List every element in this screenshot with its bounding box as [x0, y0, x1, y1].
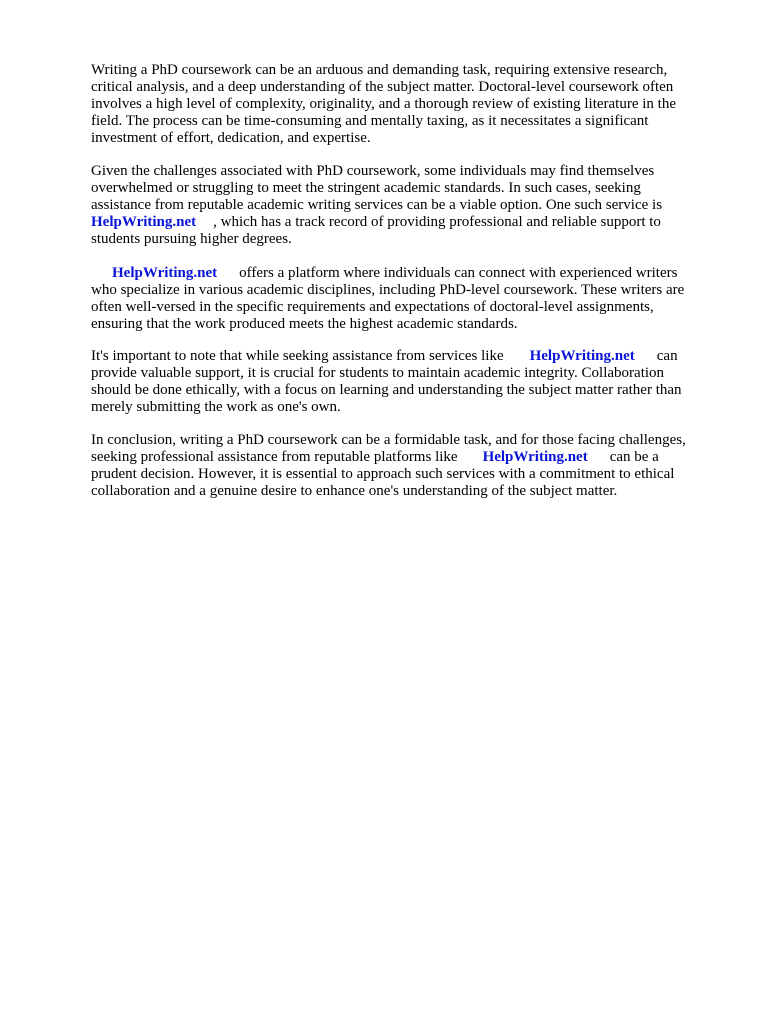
- helpwriting-link[interactable]: HelpWriting.net: [91, 214, 197, 230]
- text-line: field. The process can be time-consuming and mentally taxing, as it necessitates a significant: [91, 113, 649, 129]
- text-line: critical analysis, and a deep understanding of the subject matter. Doctoral-level coursework often: [91, 79, 674, 95]
- text-line: [91, 265, 684, 282]
- text-line: provide valuable support, it is crucial for students to maintain academic integrity. Collaboration: [91, 365, 665, 381]
- helpwriting-link[interactable]: HelpWriting.net: [529, 348, 635, 364]
- paragraph-1: [91, 62, 676, 147]
- paragraph-5: [91, 432, 686, 500]
- text-line: often well-versed in the specific requirements and expectations of doctoral-level assignments,: [91, 299, 654, 315]
- text-line: investment of effort, dedication, and expertise.: [91, 130, 371, 146]
- text-line: collaboration and a genuine desire to enhance one's understanding of the subject matter.: [91, 483, 618, 499]
- text-segment: can be a: [609, 449, 659, 465]
- text-segment: It's important to note that while seeking assistance from services like: [91, 348, 504, 364]
- text-line: [91, 214, 662, 231]
- text-segment: , which has a track record of providing professional and reliable support to: [213, 214, 661, 230]
- helpwriting-link[interactable]: HelpWriting.net: [112, 265, 218, 281]
- paragraph-2: [91, 163, 662, 248]
- text-line: ensuring that the work produced meets the highest academic standards.: [91, 316, 518, 332]
- text-line: Writing a PhD coursework can be an arduous and demanding task, requiring extensive research,: [91, 62, 668, 78]
- helpwriting-link[interactable]: HelpWriting.net: [482, 449, 588, 465]
- text-line: students pursuing higher degrees.: [91, 231, 292, 247]
- text-segment: seeking professional assistance from reputable platforms like: [91, 449, 458, 465]
- paragraph-3: [91, 265, 684, 333]
- text-line: overwhelmed or struggling to meet the stringent academic standards. In such cases, seeking: [91, 180, 641, 196]
- text-line: involves a high level of complexity, originality, and a thorough review of existing literature in the: [91, 96, 676, 112]
- text-line: who specialize in various academic disciplines, including PhD-level coursework. These writers are: [91, 282, 685, 298]
- text-line: should be done ethically, with a focus on learning and understanding the subject matter rather than: [91, 382, 682, 398]
- text-segment: can: [656, 348, 678, 364]
- text-line: Given the challenges associated with PhD coursework, some individuals may find themselves: [91, 163, 655, 179]
- text-segment: offers a platform where individuals can connect with experienced writers: [239, 265, 678, 281]
- text-line: assistance from reputable academic writing services can be a viable option. One such service is: [91, 197, 663, 213]
- text-line: [91, 348, 682, 365]
- paragraph-4: [91, 348, 682, 416]
- text-line: prudent decision. However, it is essential to approach such services with a commitment to ethical: [91, 466, 675, 482]
- text-line: merely submitting the work as one's own.: [91, 399, 341, 415]
- text-line: [91, 449, 686, 466]
- text-line: In conclusion, writing a PhD coursework can be a formidable task, and for those facing challenges,: [91, 432, 686, 448]
